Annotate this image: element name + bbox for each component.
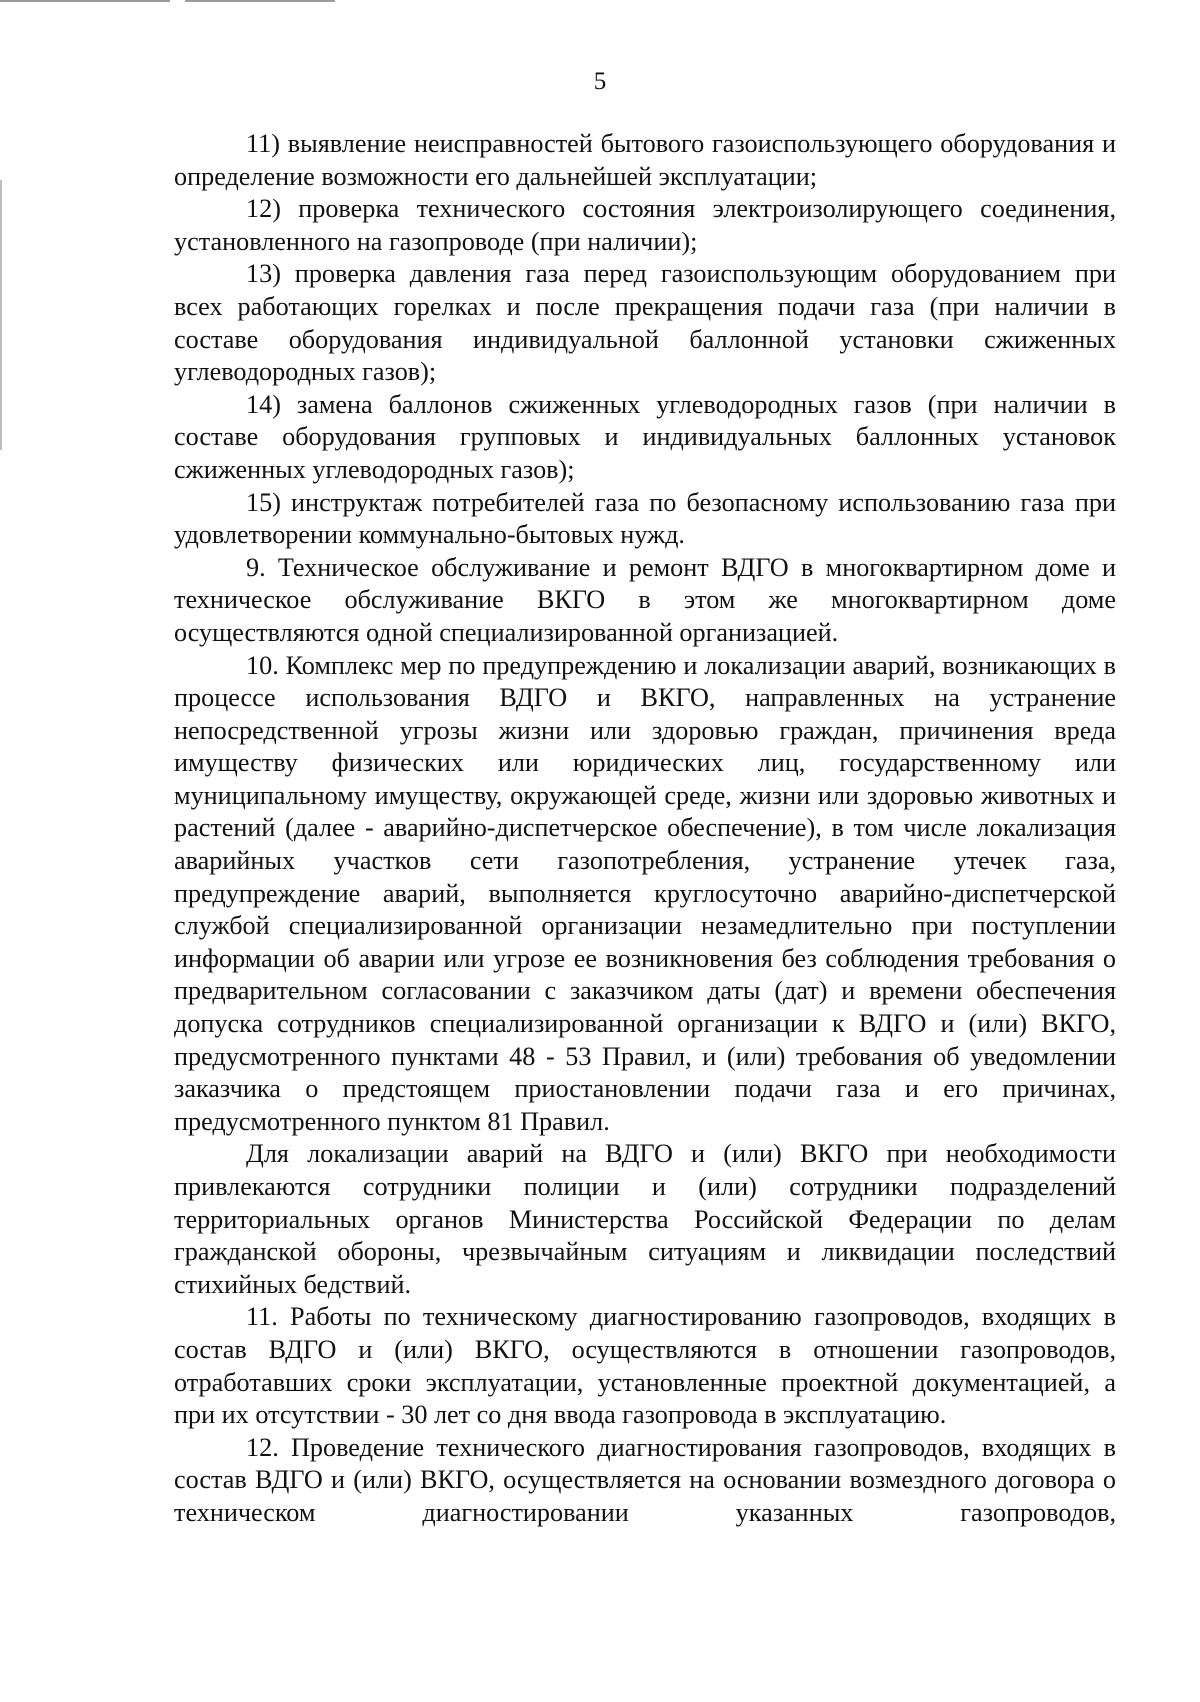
paragraph-clause-9: 9. Техническое обслуживание и ремонт ВДГО в многоквартирном доме и техническое обслуживание ВКГО в этом же многоквартирном доме осуществляются одной специализированной организацией. xyxy=(174,552,1116,647)
scan-artifact-left-edge xyxy=(0,180,2,450)
scan-artifact-top-center xyxy=(185,0,335,2)
paragraph-item-14: 14) замена баллонов сжиженных углеводородных газов (при наличии в составе оборудования групповых и индивидуальных баллонных установок сжиженных углеводородных газов); xyxy=(174,389,1116,484)
paragraph-item-12: 12) проверка технического состояния электроизолирующего соединения, установленного на газопроводе (при наличии); xyxy=(174,194,1116,256)
paragraph-item-15: 15) инструктаж потребителей газа по безопасному использованию газа при удовлетворении коммунально-бытовых нужд. xyxy=(174,487,1116,550)
scan-artifact-top-left xyxy=(0,0,170,2)
paragraph-clause-12: 12. Проведение технического диагностирования газопроводов, входящих в состав ВДГО и (или) ВКГО, осуществляется на основании возмездного договора о техническом диагностировании указанных газопроводов, xyxy=(174,1432,1116,1527)
paragraph-clause-10: 10. Комплекс мер по предупреждению и локализации аварий, возникающих в процессе использования ВДГО и ВКГО, направленных на устранение непосредственной угрозы жизни или здоровью граждан, причинения вреда имуществу физических или юридических лиц, государственному или муниципальному имуществу, окружающей среде, жизни или здоровью животных и растений (далее - аварийно-диспетчерское обеспечение), в том числе локализация аварийных участков сети газопотребления, устранение утечек газа, предупреждение аварий, выполняется круглосуточно аварийно-диспетчерской службой специализированной организации незамедлительно при поступлении информации об аварии или угрозе ее возникновения без соблюдения требования о предварительном согласовании с заказчиком даты (дат) и времени обеспечения допуска сотрудников специализированной организации к ВДГО и (или) ВКГО, предусмотренного пунктами 48 - 53 Правил, и (или) требования об уведомлении заказчика о предстоящем приостановлении подачи газа и его причинах, предусмотренного пунктом 81 Правил. xyxy=(174,650,1116,1136)
page-number: 5 xyxy=(593,68,607,95)
document-body xyxy=(174,128,1116,1530)
paragraph-item-11: 11) выявление неисправностей бытового газоиспользующего оборудования и определение возможности его дальнейшей эксплуатации; xyxy=(174,129,1116,191)
paragraph-clause-11: 11. Работы по техническому диагностированию газопроводов, входящих в состав ВДГО и (или) ВКГО, осуществляются в отношении газопроводов, отработавших сроки эксплуатации, установленные проектной документацией, а при их отсутствии - 30 лет со дня ввода газопровода в эксплуатацию. xyxy=(174,1302,1116,1430)
paragraph-item-13: 13) проверка давления газа перед газоиспользующим оборудованием при всех работающих горелках и после прекращения подачи газа (при наличии в составе оборудования индивидуальной баллонной установки сжиженных углеводородных газов); xyxy=(174,259,1116,387)
paragraph-clause-10-continued: Для локализации аварий на ВДГО и (или) ВКГО при необходимости привлекаются сотрудники полиции и (или) сотрудники подразделений территориальных органов Министерства Российской Федерации по делам гражданской обороны, чрезвычайным ситуациям и ликвидации последствий стихийных бедствий. xyxy=(174,1139,1116,1299)
